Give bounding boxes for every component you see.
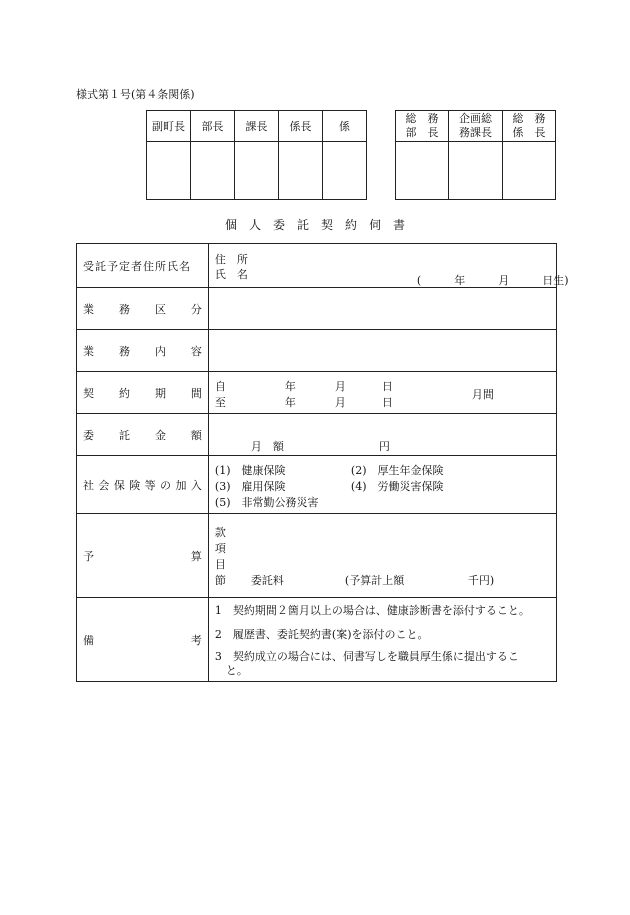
stamp-header: 総 務 部 長 (396, 111, 449, 142)
budget-kou: 項 (214, 542, 226, 555)
approval-stamp-table-left (146, 110, 367, 200)
period-months: 月間 (471, 388, 494, 401)
period-from: 自 (214, 380, 226, 393)
insurance-item: (4) 労働災害保険 (350, 480, 444, 493)
remark-note: 2 履歴書、委託契約書(案)を添付のこと。 (214, 628, 429, 641)
stamp-header: 係 (323, 111, 367, 142)
stamp-box (503, 142, 556, 200)
label-category: 業 務 区 分 (83, 302, 202, 316)
budget-amount-label: (予算計上額 (344, 574, 405, 587)
label-amount: 委 託 金 額 (83, 428, 202, 442)
document-title: 個 人 委 託 契 約 伺 書 (224, 218, 405, 232)
stamp-box (191, 142, 235, 200)
budget-setsu: 節 (214, 574, 226, 587)
content-value (208, 330, 556, 372)
stamp-header: 部長 (191, 111, 235, 142)
stamp-box (396, 142, 449, 200)
category-value (208, 288, 556, 330)
label-content: 業 務 内 容 (83, 344, 202, 358)
label-budget: 予 算 (83, 549, 202, 563)
birth-date-field: ( 年 月 日生) (416, 274, 569, 287)
stamp-box (449, 142, 503, 200)
request-form-table (76, 243, 569, 682)
yen-unit: 円 (378, 440, 390, 453)
address-label: 住 所 (214, 253, 248, 266)
thousand-yen-unit: 千円) (467, 574, 495, 587)
label-period: 契 約 期 間 (83, 386, 202, 400)
budget-moku: 目 (214, 558, 226, 571)
stamp-box (323, 142, 367, 200)
insurance-item: (1) 健康保険 (214, 464, 286, 477)
row-content (77, 330, 557, 372)
approval-stamp-table-right (395, 110, 556, 200)
row-insurance (77, 456, 557, 514)
period-to: 至 (214, 396, 226, 409)
insurance-item: (5) 非常勤公務災害 (214, 496, 319, 509)
label-contractor: 受託予定者住所氏名 (77, 244, 209, 288)
stamp-box (147, 142, 191, 200)
row-period: 契 約 期 間 自 年 月 日 月間 至 年 月 日 (77, 372, 557, 414)
budget-kan: 款 (214, 526, 226, 539)
monthly-amount-label: 月 額 (250, 440, 284, 453)
stamp-header: 課長 (235, 111, 279, 142)
row-budget (77, 514, 557, 598)
insurance-item: (2) 厚生年金保険 (350, 464, 444, 477)
stamp-header: 総 務 係 長 (503, 111, 556, 142)
remark-note: 3 契約成立の場合には、伺書写しを職員厚生係に提出するこ (214, 650, 519, 663)
stamp-header: 副町長 (147, 111, 191, 142)
name-label: 氏 名 (214, 268, 248, 281)
budget-fee: 委託料 (250, 574, 284, 587)
row-remarks (77, 598, 557, 682)
stamp-header: 係長 (279, 111, 323, 142)
row-contractor (77, 244, 557, 288)
stamp-header: 企画総 務課長 (449, 111, 503, 142)
remark-note: 1 契約期間２箇月以上の場合は、健康診断書を添付すること。 (214, 604, 530, 617)
stamp-box (279, 142, 323, 200)
label-insurance: 社 会 保 険 等 の 加 入 (83, 478, 202, 492)
row-category (77, 288, 557, 330)
form-label: 様式第１号(第４条関係) (76, 88, 195, 101)
label-remarks: 備 考 (83, 633, 202, 647)
stamp-box (235, 142, 279, 200)
row-amount (77, 414, 557, 456)
insurance-item: (3) 雇用保険 (214, 480, 286, 493)
remark-note: と。 (225, 664, 248, 677)
